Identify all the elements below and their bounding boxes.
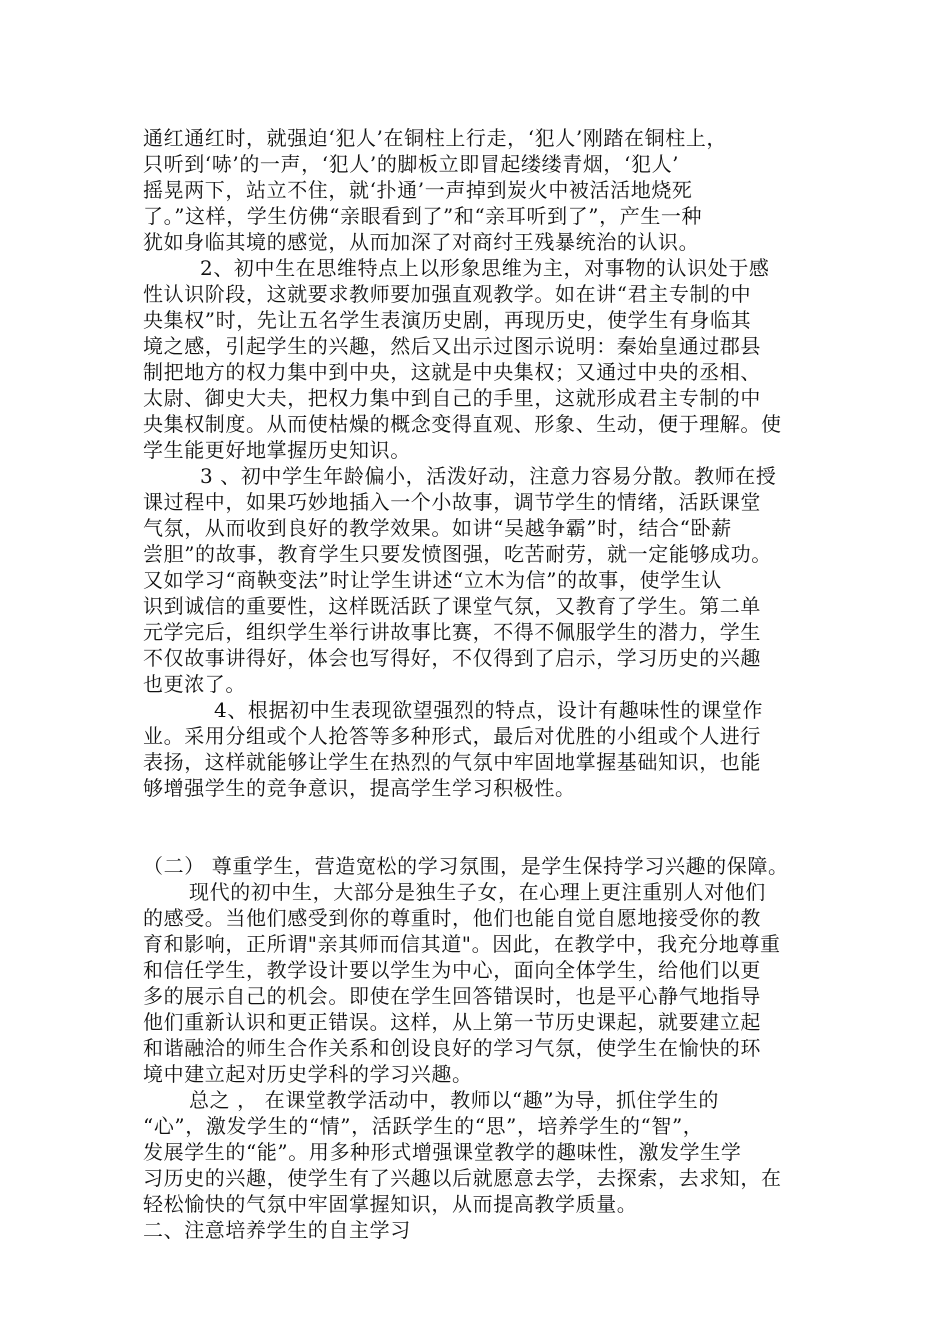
text-line: 又如学习“商鞅变法”时让学生讲述“立木为信”的故事，使学生认 <box>143 568 722 592</box>
text-line: 性认识阶段，这就要求教师要加强直观教学。如在讲“君主专制的中 <box>143 282 752 306</box>
text-line: 气氛，从而收到良好的教学效果。如讲“吴越争霸”时，结合“卧薪 <box>143 516 732 540</box>
text-line: “心”，激发学生的“情”，活跃学生的“思”，培养学生的“智”， <box>143 1114 704 1138</box>
text-line: 了。”这样，学生仿佛“亲眼看到了”和“亲耳听到了”，产生一种 <box>143 204 703 228</box>
text-line: 只听到‘哧’的一声，‘犯人’的脚板立即冒起缕缕青烟，‘犯人’ <box>143 152 680 176</box>
text-line: 3 、初中学生年龄偏小，活泼好动，注意力容易分散。教师在授 <box>200 464 777 488</box>
text-line: 表扬，这样就能够让学生在热烈的气氛中牢固地掌握基础知识，也能 <box>143 750 761 774</box>
text-line: 摇晃两下，站立不住，就‘扑通’一声掉到炭火中被活活地烧死 <box>143 178 693 202</box>
text-line: 的感受。当他们感受到你的尊重时，他们也能自觉自愿地接受你的教 <box>143 906 761 930</box>
text-line: 尝胆”的故事，教育学生只要发愤图强，吃苦耐劳，就一定能够成功。 <box>143 542 772 566</box>
text-line: 总之 ， 在课堂教学活动中，教师以“趣”为导，抓住学生的 <box>189 1088 719 1112</box>
text-line: 轻松愉快的气氛中牢固掌握知识，从而提高教学质量。 <box>143 1192 638 1216</box>
text-line: 通红通红时，就强迫‘犯人’在铜柱上行走，‘犯人’刚踏在铜柱上， <box>143 126 728 150</box>
text-line: 太尉、御史大夫，把权力集中到自己的手里，这就形成君主专制的中 <box>143 386 761 410</box>
text-line: 业。采用分组或个人抢答等多种形式，最后对优胜的小组或个人进行 <box>143 724 761 748</box>
text-line: 不仅故事讲得好，体会也写得好，不仅得到了启示，学习历史的兴趣 <box>143 646 761 670</box>
text-line: 犹如身临其境的感觉，从而加深了对商纣王残暴统治的认识。 <box>143 230 700 254</box>
text-line: 境中建立起对历史学科的学习兴趣。 <box>143 1062 473 1086</box>
text-line: 识到诚信的重要性，这样既活跃了课堂气氛，又教育了学生。第二单 <box>143 594 761 618</box>
text-line: 他们重新认识和更正错误。这样，从上第一节历史课起，就要建立起 <box>143 1010 761 1034</box>
text-line: 课过程中，如果巧妙地插入一个小故事，调节学生的情绪，活跃课堂 <box>143 490 761 514</box>
text-line: 育和影响，正所谓"亲其师而信其道"。因此，在教学中，我充分地尊重 <box>143 932 781 956</box>
text-line: 央集权制度。从而使枯燥的概念变得直观、形象、生动，便于理解。使 <box>143 412 782 436</box>
text-line: 多的展示自己的机会。即使在学生回答错误时，也是平心静气地指导 <box>143 984 761 1008</box>
text-line: 学生能更好地掌握历史知识。 <box>143 438 411 462</box>
text-line: 境之感，引起学生的兴趣，然后又出示过图示说明：秦始皇通过郡县 <box>143 334 761 358</box>
text-line: 发展学生的“能”。用多种形式增强课堂教学的趣味性，激发学生学 <box>143 1140 742 1164</box>
text-line: 和谐融洽的师生合作关系和创设良好的学习气氛，使学生在愉快的环 <box>143 1036 761 1060</box>
text-line: 习历史的兴趣，使学生有了兴趣以后就愿意去学，去探索，去求知，在 <box>143 1166 782 1190</box>
text-line: 制把地方的权力集中到中央，这就是中央集权；又通过中央的丞相、 <box>143 360 761 384</box>
text-line: 也更浓了。 <box>143 672 246 696</box>
section-heading: 二、注意培养学生的自主学习 <box>143 1218 411 1242</box>
text-line: 和信任学生，教学设计要以学生为中心，面向全体学生，给他们以更 <box>143 958 761 982</box>
text-line: 2、初中生在思维特点上以形象思维为主，对事物的认识处于感 <box>200 256 770 280</box>
section-heading: （二） 尊重学生，营造宽松的学习氛围，是学生保持学习兴趣的保障。 <box>143 854 789 878</box>
text-line: 够增强学生的竞争意识，提高学生学习积极性。 <box>143 776 576 800</box>
text-line: 央集权”时，先让五名学生表演历史剧，再现历史，使学生有身临其 <box>143 308 752 332</box>
text-line: 4、根据初中生表现欲望强烈的特点，设计有趣味性的课堂作 <box>214 698 763 722</box>
text-line: 元学完后，组织学生举行讲故事比赛，不得不佩服学生的潜力，学生 <box>143 620 761 644</box>
text-line: 现代的初中生，大部分是独生子女，在心理上更注重别人对他们 <box>189 880 766 904</box>
